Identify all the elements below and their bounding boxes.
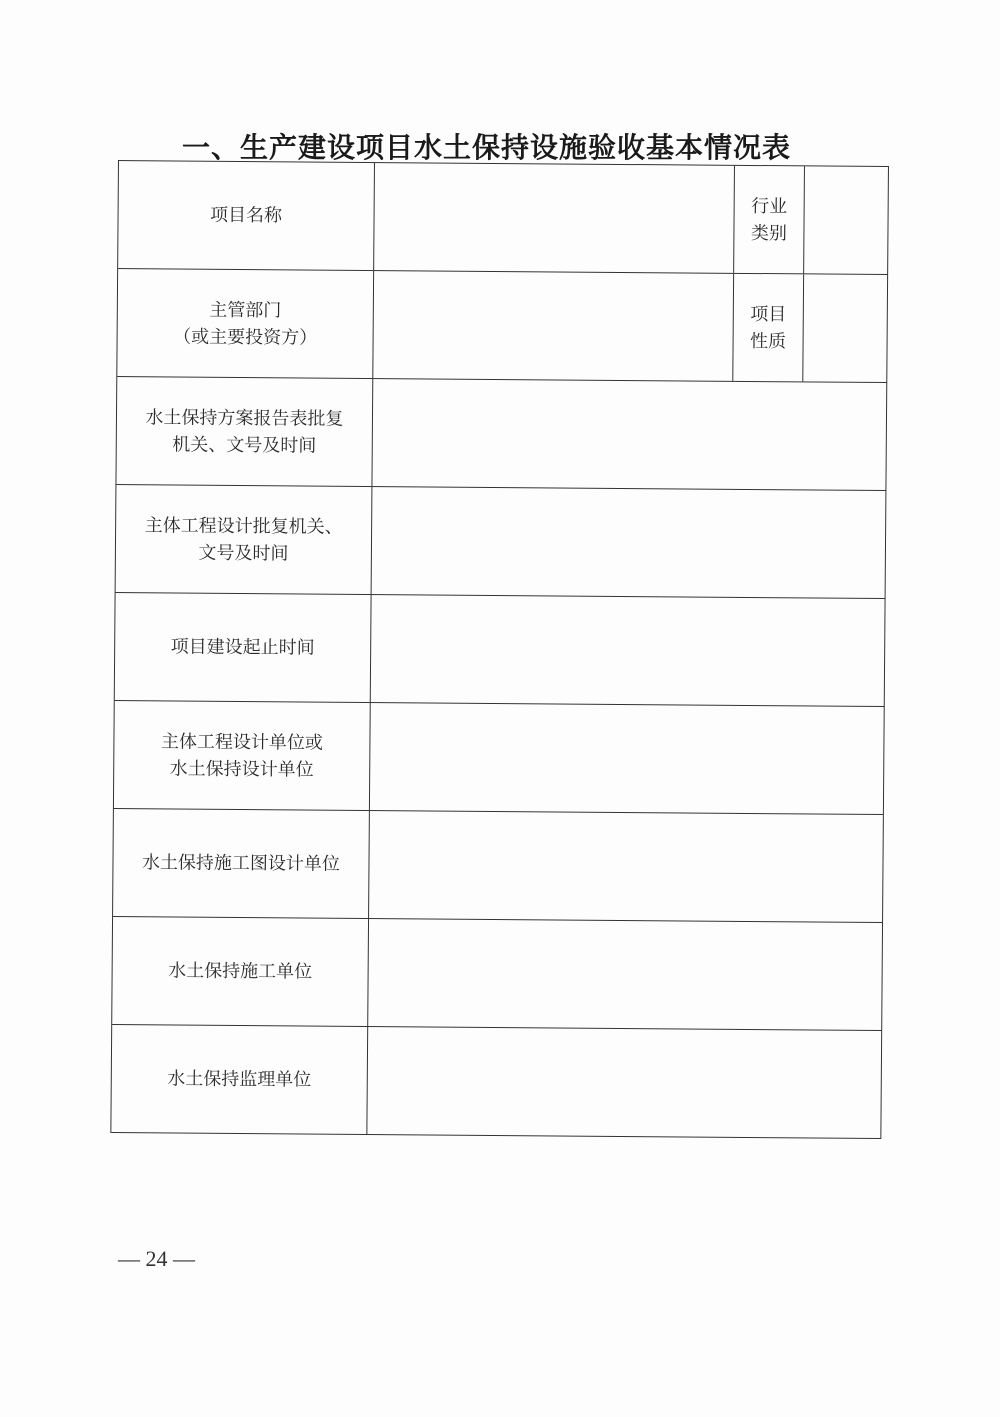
row-label-construction-period bbox=[115, 593, 372, 702]
table-row bbox=[114, 701, 885, 815]
label-line: 水土保持监理单位 bbox=[167, 1068, 312, 1091]
row-label-drawing-design-unit bbox=[113, 809, 370, 918]
design-approval-value[interactable] bbox=[372, 487, 887, 598]
label-line: 水土保持设计单位 bbox=[169, 757, 314, 781]
row-label-plan-approval bbox=[116, 377, 373, 486]
industry-category-label bbox=[734, 166, 805, 274]
project-nature-value[interactable] bbox=[803, 274, 888, 382]
drawing-design-unit-value[interactable] bbox=[369, 811, 884, 922]
project-nature-label bbox=[733, 274, 804, 382]
table-row bbox=[113, 809, 884, 923]
info-table bbox=[110, 160, 889, 1139]
row-label-authority bbox=[117, 269, 374, 378]
design-unit-value[interactable] bbox=[370, 703, 885, 814]
industry-category-value[interactable] bbox=[804, 166, 889, 274]
label-line: 主体工程设计批复机关、 bbox=[144, 514, 343, 538]
row-label-supervision-unit bbox=[111, 1025, 368, 1134]
label-line: 项目名称 bbox=[209, 204, 283, 227]
label-line: （或主要投资方） bbox=[173, 325, 318, 349]
supervision-unit-value[interactable] bbox=[367, 1027, 882, 1138]
label-line: 项目 bbox=[750, 303, 787, 325]
row-label-design-approval bbox=[116, 485, 373, 594]
table-row bbox=[116, 485, 887, 599]
label-line: 机关、文号及时间 bbox=[172, 433, 317, 457]
authority-value[interactable] bbox=[373, 271, 734, 381]
label-line: 项目建设起止时间 bbox=[170, 636, 315, 659]
plan-approval-value[interactable] bbox=[372, 379, 887, 490]
construction-period-value[interactable] bbox=[371, 595, 886, 706]
table-row bbox=[111, 1025, 882, 1139]
label-line: 性质 bbox=[750, 330, 787, 352]
row-label-construction-unit bbox=[112, 917, 369, 1026]
page-number: — 24 — bbox=[118, 1246, 195, 1271]
table-row bbox=[116, 377, 887, 491]
page-title: 一、生产建设项目水土保持设施验收基本情况表 bbox=[182, 131, 792, 164]
table-row bbox=[118, 161, 889, 275]
label-line: 类别 bbox=[750, 222, 788, 244]
label-line: 水土保持施工单位 bbox=[168, 960, 313, 983]
label-line: 水土保持施工图设计单位 bbox=[141, 852, 341, 875]
row-label-design-unit bbox=[114, 701, 371, 810]
table-row bbox=[115, 593, 886, 707]
label-line: 行业 bbox=[751, 195, 788, 217]
construction-unit-value[interactable] bbox=[368, 919, 883, 1030]
label-line: 主管部门 bbox=[209, 299, 282, 321]
row-label-project-name bbox=[118, 161, 375, 270]
label-line: 主体工程设计单位或 bbox=[160, 730, 324, 754]
table-row bbox=[112, 917, 883, 1031]
table-row bbox=[117, 269, 888, 383]
project-name-value[interactable] bbox=[374, 163, 735, 273]
label-line: 水土保持方案报告表批复 bbox=[145, 406, 344, 430]
label-line: 文号及时间 bbox=[198, 542, 289, 564]
